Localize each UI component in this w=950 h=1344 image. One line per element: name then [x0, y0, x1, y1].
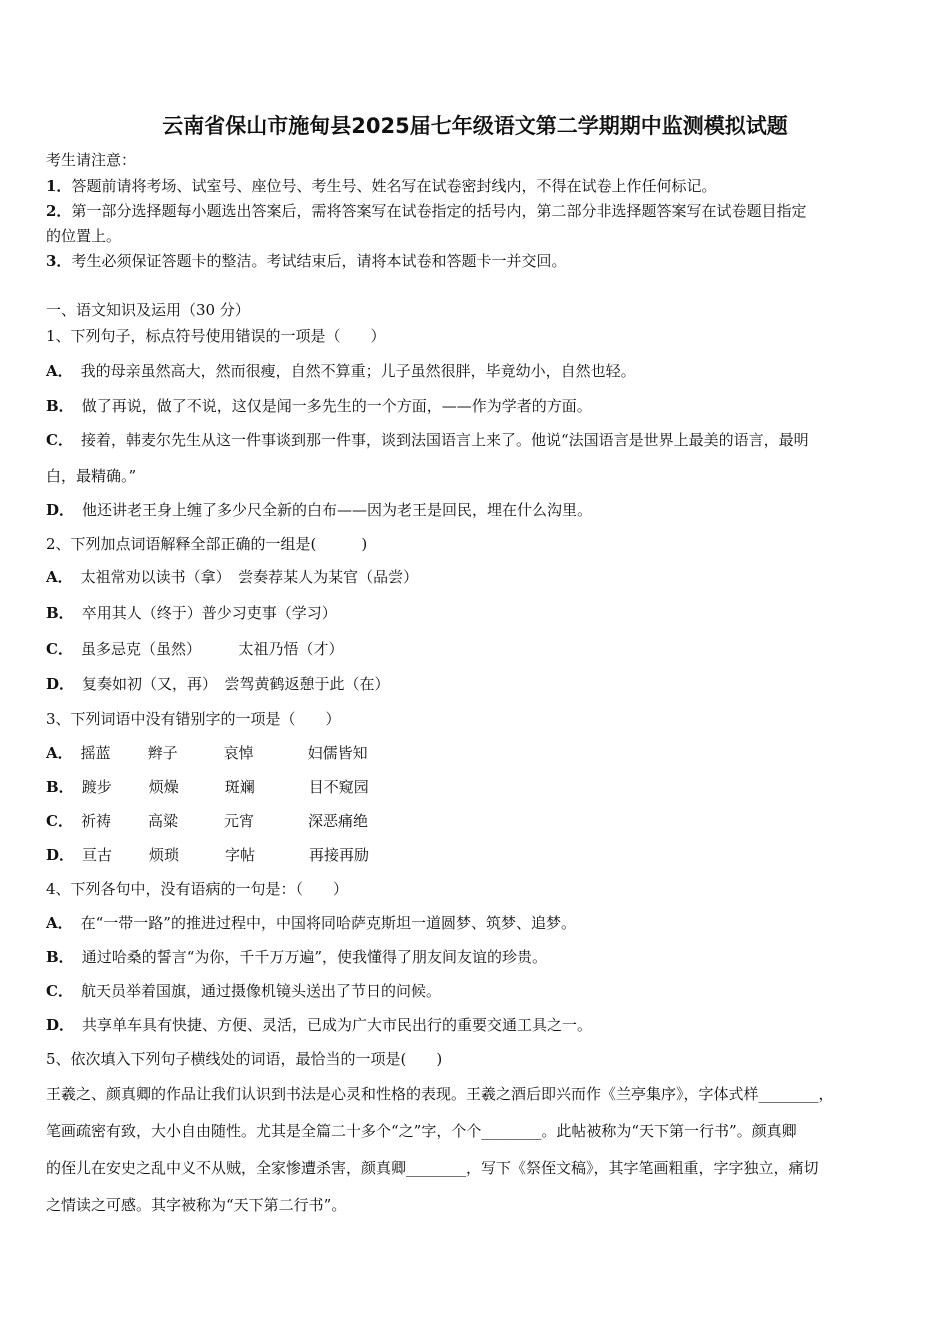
- option-text: 他还讲老王身上缠了多少尺全新的白布——因为老王是回民，埋在什么沟里。: [82, 501, 593, 519]
- passage-line: 王羲之、颜真卿的作品让我们认识到书法是心灵和性格的表现。王羲之酒后即兴而作《兰亭集序》，字体式样________，: [46, 1085, 834, 1103]
- option-word: 再接再励: [309, 846, 370, 864]
- option-word: 烦琐: [149, 846, 180, 864]
- option-word: 深恶痛绝: [307, 812, 368, 830]
- section-heading: 一、语文知识及运用（30 分）: [46, 301, 250, 319]
- option-label: D．: [46, 675, 75, 693]
- option-text: 共享单车具有快捷、方便、灵活，已成为广大市民出行的重要交通工具之一。: [82, 1016, 593, 1034]
- question-1-stem: 1、下列句子，标点符号使用错误的一项是（ ）: [46, 327, 386, 345]
- option: [46, 361, 636, 381]
- option-word: 辫子: [147, 744, 178, 762]
- option: [46, 674, 390, 694]
- option-label: B．: [46, 948, 74, 966]
- option-text: 白，最精确。”: [46, 467, 137, 485]
- option-label: A．: [46, 568, 73, 586]
- option-text: 太祖常劝以读书（拿） 尝奏荐某人为某官（品尝）: [80, 568, 419, 586]
- notice-text: 的位置上。: [46, 227, 122, 245]
- question-4-stem: 4、下列各句中，没有语病的一句是：（ ）: [46, 880, 349, 898]
- option: [46, 567, 418, 587]
- passage-line: 的侄儿在安史之乱中义不从贼，全家惨遭杀害，颜真卿________，写下《祭侄文稿》，其字笔画粗重，字字独立，痛切: [46, 1159, 819, 1177]
- notice-text: 考生必须保证答题卡的整洁。考试结束后，请将本试卷和答题卡一并交回。: [71, 252, 567, 270]
- option: [46, 396, 592, 416]
- option-text: 复奏如初（又，再） 尝驾黄鹤返憩于此（在）: [82, 675, 390, 693]
- option-label: D．: [46, 846, 75, 864]
- option-word: 祈祷: [80, 812, 111, 830]
- option: [46, 603, 337, 623]
- notice-number: 2．: [46, 202, 72, 220]
- option-label: D．: [46, 1016, 75, 1034]
- option-label: D．: [46, 501, 75, 519]
- option-word: 斑斓: [224, 778, 255, 796]
- passage-line: 笔画疏密有致，大小自由随性。尤其是全篇二十多个“之”字，个个________。此帖被称为“天下第一行书”。颜真卿: [46, 1122, 797, 1140]
- option-word: 烦燥: [148, 778, 179, 796]
- option-word: 目不窥园: [308, 778, 369, 796]
- option: [46, 743, 368, 763]
- option: [46, 845, 369, 865]
- question-3-stem: 3、下列词语中没有错别字的一项是（ ）: [46, 710, 341, 728]
- option-label: C．: [46, 812, 73, 830]
- option-word: 元宵: [223, 812, 254, 830]
- question-2-stem: 2、下列加点词语解释全部正确的一组是( ): [46, 535, 368, 553]
- notice-item: [46, 226, 121, 246]
- option-word: 摇蓝: [80, 744, 111, 762]
- option-label: B．: [46, 397, 74, 415]
- option: [46, 430, 809, 450]
- option-text: 虽多忌克（虽然） 太祖乃悟（才）: [80, 640, 344, 658]
- option-label: B．: [46, 604, 74, 622]
- option-word: 字帖: [225, 846, 256, 864]
- passage-line: 之情读之可感。其字被称为“天下第二行书”。: [46, 1196, 347, 1214]
- option-text: 航天员举着国旗，通过摄像机镜头送出了节日的问候。: [80, 982, 441, 1000]
- option-label: C．: [46, 431, 73, 449]
- question-5-stem: 5、依次填入下列句子横线处的词语，最恰当的一项是( ): [46, 1050, 443, 1068]
- option-word: 踱步: [81, 778, 112, 796]
- option: [46, 913, 576, 933]
- option-continuation: [46, 466, 136, 486]
- option-text: 通过哈桑的誓言“为你，千千万万遍”，使我懂得了朋友间友谊的珍贵。: [81, 948, 548, 966]
- option: [46, 1015, 592, 1035]
- option-text: 在“一带一路”的推进过程中，中国将同哈萨克斯坦一道圆梦、筑梦、追梦。: [80, 914, 576, 932]
- option-word: 亘古: [82, 846, 113, 864]
- option-text: 接着，韩麦尔先生从这一件事谈到那一件事，谈到法国语言上来了。他说“法国语言是世界上最美的语言，最明: [80, 431, 809, 449]
- option-word: 高粱: [147, 812, 178, 830]
- notice-text: 答题前请将考场、试室号、座位号、考生号、姓名写在试卷密封线内，不得在试卷上作任何标记。: [71, 177, 717, 195]
- notice-text: 第一部分选择题每小题选出答案后，需将答案写在试卷指定的括号内，第二部分非选择题答案写在试卷题目指定: [71, 202, 807, 220]
- option: [46, 981, 441, 1001]
- page-title: 云南省保山市施甸县2025届七年级语文第二学期期中监测模拟试题: [162, 114, 788, 138]
- option-text: 做了再说，做了不说，这仅是闻一多先生的一个方面，——作为学者的方面。: [81, 397, 592, 415]
- notice-heading: 考生请注意：: [46, 151, 137, 169]
- option-word: 妇儒皆知: [307, 744, 368, 762]
- option-label: A．: [46, 362, 73, 380]
- notice-item: [46, 176, 716, 196]
- option: [46, 777, 369, 797]
- option-label: C．: [46, 982, 73, 1000]
- notice-item: [46, 201, 806, 221]
- option-text: 我的母亲虽然高大，然而很瘦，自然不算重；儿子虽然很胖，毕竟幼小，自然也轻。: [80, 362, 636, 380]
- notice-number: 3．: [46, 252, 72, 270]
- option-label: A．: [46, 744, 73, 762]
- option-label: B．: [46, 778, 74, 796]
- option-text: 卒用其人（终于）普少习吏事（学习）: [81, 604, 337, 622]
- option: [46, 639, 343, 659]
- option: [46, 500, 592, 520]
- option-label: A．: [46, 914, 73, 932]
- option-label: C．: [46, 640, 73, 658]
- option-word: 哀悼: [223, 744, 254, 762]
- option: [46, 947, 547, 967]
- option: [46, 811, 368, 831]
- notice-number: 1．: [46, 177, 72, 195]
- notice-item: [46, 251, 566, 271]
